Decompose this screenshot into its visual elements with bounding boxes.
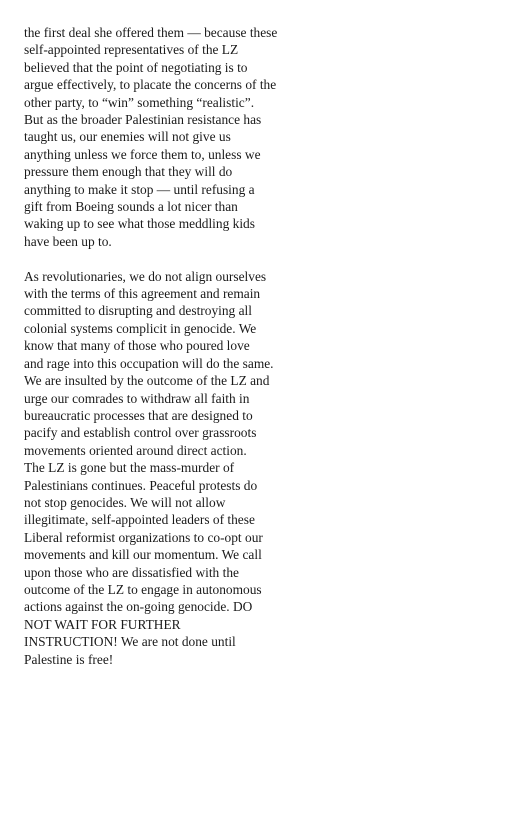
text-line: the first deal she offered them — because these <box>24 25 278 40</box>
text-line: illegitimate, self-appointed leaders of these <box>24 512 255 528</box>
text-line: upon those who are dissatisfied with the <box>24 564 239 580</box>
text-line: believed that the point of negotiating is to <box>24 59 248 75</box>
document-page <box>24 24 278 668</box>
text-line: Liberal reformist organizations to co-opt our <box>24 529 263 545</box>
text-line: Palestine is free! <box>24 651 114 667</box>
text-line: As revolutionaries, we do not align ourselves <box>24 268 267 284</box>
text-line: movements and kill our momentum. We call <box>24 547 262 563</box>
text-line: outcome of the LZ to engage in autonomous <box>24 581 262 597</box>
text-line: actions against the on-going genocide. DO <box>24 599 253 615</box>
paragraph-1 <box>24 24 278 250</box>
text-line: anything unless we force them to, unless we <box>24 146 261 162</box>
text-line: know that many of those who poured love <box>24 338 250 354</box>
paragraph-2 <box>24 268 274 668</box>
text-line: Palestinians continues. Peaceful protests do <box>24 477 258 493</box>
text-line: committed to disrupting and destroying all <box>24 303 252 319</box>
text-line: movements oriented around direct action. <box>24 442 247 458</box>
text-line: and rage into this occupation will do the same. <box>24 355 274 371</box>
text-line: bureaucratic processes that are designed to <box>24 407 253 423</box>
text-line: gift from Boeing sounds a lot nicer than <box>24 199 238 215</box>
text-line: other party, to “win” something “realistic”. <box>24 94 255 110</box>
text-line: anything to make it stop — until refusing a <box>24 181 255 197</box>
text-line: with the terms of this agreement and remain <box>24 286 261 302</box>
text-line: argue effectively, to placate the concerns of the <box>24 77 277 93</box>
text-line: We are insulted by the outcome of the LZ and <box>24 373 270 389</box>
text-line: waking up to see what those meddling kids <box>24 216 255 232</box>
text-line: self-appointed representatives of the LZ <box>24 42 239 58</box>
text-line: NOT WAIT FOR FURTHER <box>24 616 181 632</box>
text-line: pressure them enough that they will do <box>24 164 233 180</box>
text-line: INSTRUCTION! We are not done until <box>24 634 236 650</box>
text-line: The LZ is gone but the mass-murder of <box>24 460 235 476</box>
text-line: taught us, our enemies will not give us <box>24 129 231 145</box>
text-line: not stop genocides. We will not allow <box>24 494 226 510</box>
text-line: have been up to. <box>24 233 112 249</box>
text-line: colonial systems complicit in genocide. We <box>24 320 257 336</box>
text-line: urge our comrades to withdraw all faith in <box>24 390 250 406</box>
text-line: pacify and establish control over grassroots <box>24 425 257 441</box>
text-line: But as the broader Palestinian resistance has <box>24 112 262 128</box>
